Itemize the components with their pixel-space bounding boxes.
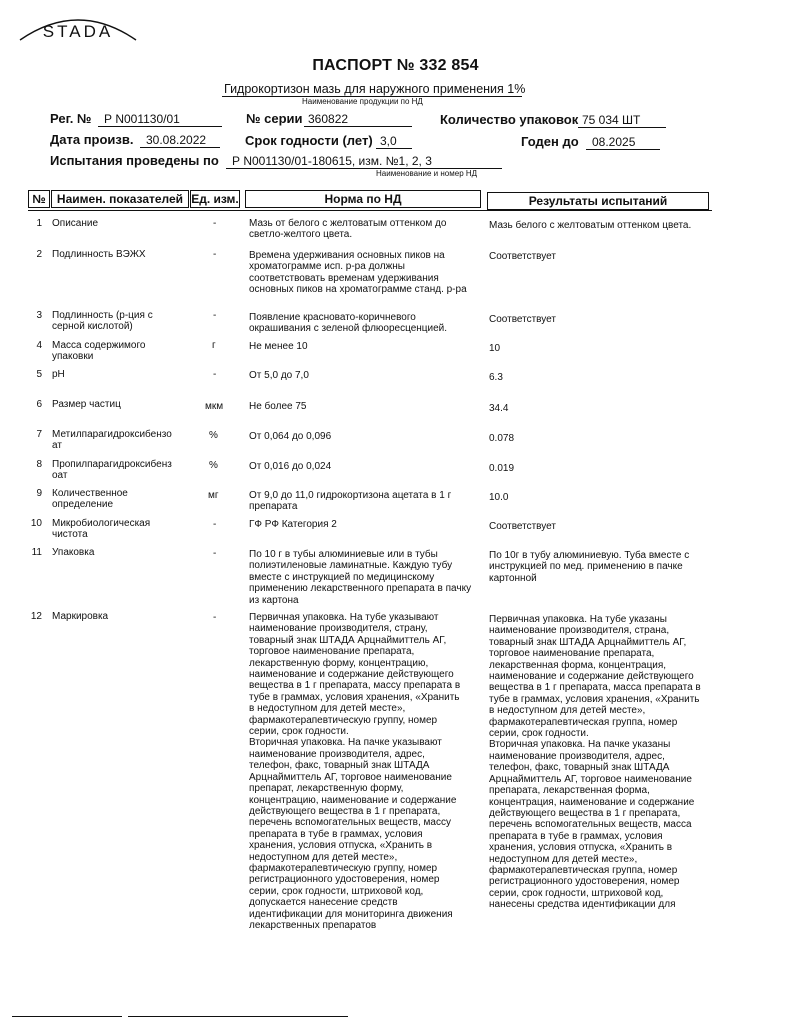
valid-value: 08.2025	[592, 135, 636, 149]
row-indicator: Метилпарагидроксибензо ат	[52, 429, 172, 452]
date-value: 30.08.2022	[146, 133, 207, 147]
header-indicator: Наимен. показателей	[51, 190, 189, 208]
row-indicator: Размер частиц	[52, 399, 121, 410]
row-indicator: Упаковка	[52, 547, 95, 558]
row-norm: Не менее 10	[249, 341, 308, 352]
passport-title: ПАСПОРТ № 332 854	[312, 57, 479, 74]
row-norm: От 0,064 до 0,096	[249, 431, 332, 442]
row-number: 11	[31, 547, 42, 558]
row-unit: -	[213, 218, 217, 229]
series-label: № серии	[246, 111, 303, 126]
row-number: 1	[36, 218, 42, 229]
row-indicator: Масса содержимого упаковки	[52, 340, 146, 363]
header-norm: Норма по НД	[245, 190, 481, 208]
shelf-value: 3,0	[380, 134, 397, 148]
row-number: 8	[36, 459, 42, 470]
qty-value: 75 034 ШТ	[582, 113, 641, 127]
row-result: По 10г в тубу алюминиевую. Туба вместе с инструкцией по мед. применению в пачке картонной	[489, 550, 690, 584]
valid-underline	[586, 149, 660, 150]
date-label: Дата произв.	[50, 132, 134, 147]
row-number: 6	[36, 399, 42, 410]
row-unit: г	[212, 340, 216, 351]
row-norm: От 5,0 до 7,0	[249, 370, 309, 381]
footer-line-left	[12, 1016, 122, 1017]
row-indicator: Пропилпарагидроксибенз оат	[52, 459, 172, 482]
reg-label: Рег. №	[50, 111, 92, 126]
row-unit: мкм	[205, 401, 224, 412]
date-underline	[140, 147, 220, 148]
row-number: 3	[36, 310, 42, 321]
row-number: 9	[36, 488, 42, 499]
row-number: 5	[36, 369, 42, 380]
row-indicator: Подлинность (р-ция с серной кислотой)	[52, 310, 153, 333]
tests-label: Испытания проведены по	[50, 153, 219, 168]
row-number: 12	[30, 611, 42, 622]
row-indicator: Подлинность ВЭЖХ	[52, 249, 146, 260]
header-number: №	[28, 190, 50, 208]
row-norm: ГФ РФ Категория 2	[249, 519, 337, 530]
tests-caption: Наименование и номер НД	[376, 169, 478, 178]
row-norm: Времена удерживания основных пиков на хроматограмме исп. р-ра должны соответствовать временам удерживания основных пиков на хроматограмме станд. р-ра	[249, 250, 467, 296]
valid-label: Годен до	[521, 134, 579, 149]
row-result: 10.0	[489, 492, 509, 503]
row-norm: Первичная упаковка. На тубе указывают наименование производителя, страну, товарный знак ШТАДА Арцнаймиттель АГ, торговое наименование препарата, лекарственную форму, концентрацию, наименование и содержание действующего вещества в 1 г препарата, массу препарата в тубе в граммах, условия хранения, «Хранить в недоступном для детей месте», фармакотерапевтическую группу, номер серии, срок годности. Вторичная упаковка. На пачке указывают наименование производителя, адрес, телефон, факс, товарный знак ШТАДА Арцнаймиттель АГ, торговое наименование препарат, лекарственную форму, концентрацию, наименование и содержание действующего вещества в 1 г препарата, перечень вспомогательных веществ, массу препарата в тубе в граммах, условия хранения, условия отпуска, «Хранить в недоступном для детей месте», фармакотерапевтическую группу, номер регистрационного удостоверения, номер серии, срок годности, штриховой код, допускается нанесение средств идентификации для мониторинга движения лекарственных препаратов	[249, 612, 461, 931]
row-result: 0.019	[489, 463, 515, 474]
footer-line-right	[128, 1016, 348, 1017]
row-result: Мазь белого с желтоватым оттенком цвета.	[489, 220, 692, 231]
row-unit: %	[209, 430, 218, 441]
row-indicator: Описание	[52, 218, 99, 229]
product-caption: Наименование продукции по НД	[302, 97, 423, 106]
row-norm: От 9,0 до 11,0 гидрокортизона ацетата в 1 г препарата	[249, 490, 452, 513]
tests-value: Р N001130/01-180615, изм. №1, 2, 3	[232, 154, 432, 168]
row-result: Соответствует	[489, 251, 556, 262]
reg-value: Р N001130/01	[104, 112, 180, 126]
row-result: Первичная упаковка. На тубе указаны наименование производителя, страна, товарный знак ШТАДА Арцнаймиттель АГ, торговое наименование препарата, лекарственная форма, концентрация, наименование и содержание действующего вещества в 1 г препарата, масса препарата в тубе в граммах, условия хранения, «Хранить в недоступном для детей месте», фармакотерапевтическая группа, номер серии, срок годности. Вторичная упаковка. На пачке указаны наименование производителя, адрес, телефон, факс, товарный знак ШТАДА Арцнаймиттель АГ, торговое наименование препарата, лекарственная форма, концентрация, наименование и содержание действующего вещества в 1 г препарата, перечень вспомогательных веществ, масса препарата в тубе в граммах, условия хранения, условия отпуска, «Хранить в недоступном для детей месте», фармакотерапевтическая группа, номер регистрационного удостоверения, номер серии, срок годности, штриховой код, нанесены средства идентификации для	[489, 614, 701, 911]
row-unit: -	[213, 612, 217, 623]
row-indicator: Маркировка	[52, 611, 109, 622]
row-unit: -	[213, 310, 217, 321]
row-result: 10	[489, 343, 501, 354]
row-result: Соответствует	[489, 314, 556, 325]
product-name: Гидрокортизон мазь для наружного применения 1%	[224, 82, 526, 96]
reg-underline	[98, 126, 222, 127]
row-norm: Появление красновато-коричневого окрашивания с зеленой флюоресценцией.	[249, 312, 448, 335]
row-number: 7	[36, 429, 42, 440]
row-indicator: Микробиологическая чистота	[52, 518, 151, 541]
row-unit: %	[209, 460, 218, 471]
row-indicator: pH	[52, 369, 65, 380]
shelf-label: Срок годности (лет)	[245, 133, 373, 148]
header-unit: Ед. изм.	[191, 192, 239, 206]
row-norm: По 10 г в тубы алюминиевые или в тубы полиэтиленовые ламинатные. Каждую тубу вместе с инструкцией по медицинскому применению лекарственного препарата в пачку из картона	[249, 549, 472, 606]
row-result: 34.4	[489, 403, 509, 414]
header-baseline	[28, 210, 712, 211]
row-result: 6.3	[489, 372, 503, 383]
qty-underline	[578, 127, 666, 128]
header-results: Результаты испытаний	[487, 192, 709, 210]
row-number: 2	[36, 249, 42, 260]
qty-label: Количество упаковок	[440, 112, 579, 127]
row-unit: -	[213, 369, 217, 380]
row-unit: -	[213, 519, 217, 530]
row-norm: Мазь от белого с желтоватым оттенком до светло-желтого цвета.	[249, 218, 447, 241]
logo-text: STADA	[42, 22, 114, 41]
stada-logo	[12, 6, 144, 46]
series-value: 360822	[308, 112, 349, 126]
row-indicator: Количественное определение	[52, 488, 128, 511]
row-result: Соответствует	[489, 521, 556, 532]
series-underline	[304, 126, 412, 127]
row-unit: -	[213, 548, 217, 559]
row-unit: мг	[208, 490, 219, 501]
row-norm: Не более 75	[249, 401, 307, 412]
row-number: 4	[36, 340, 42, 351]
row-norm: От 0,016 до 0,024	[249, 461, 332, 472]
row-unit: -	[213, 249, 217, 260]
shelf-underline	[376, 148, 412, 149]
row-result: 0.078	[489, 433, 515, 444]
row-number: 10	[30, 518, 42, 529]
